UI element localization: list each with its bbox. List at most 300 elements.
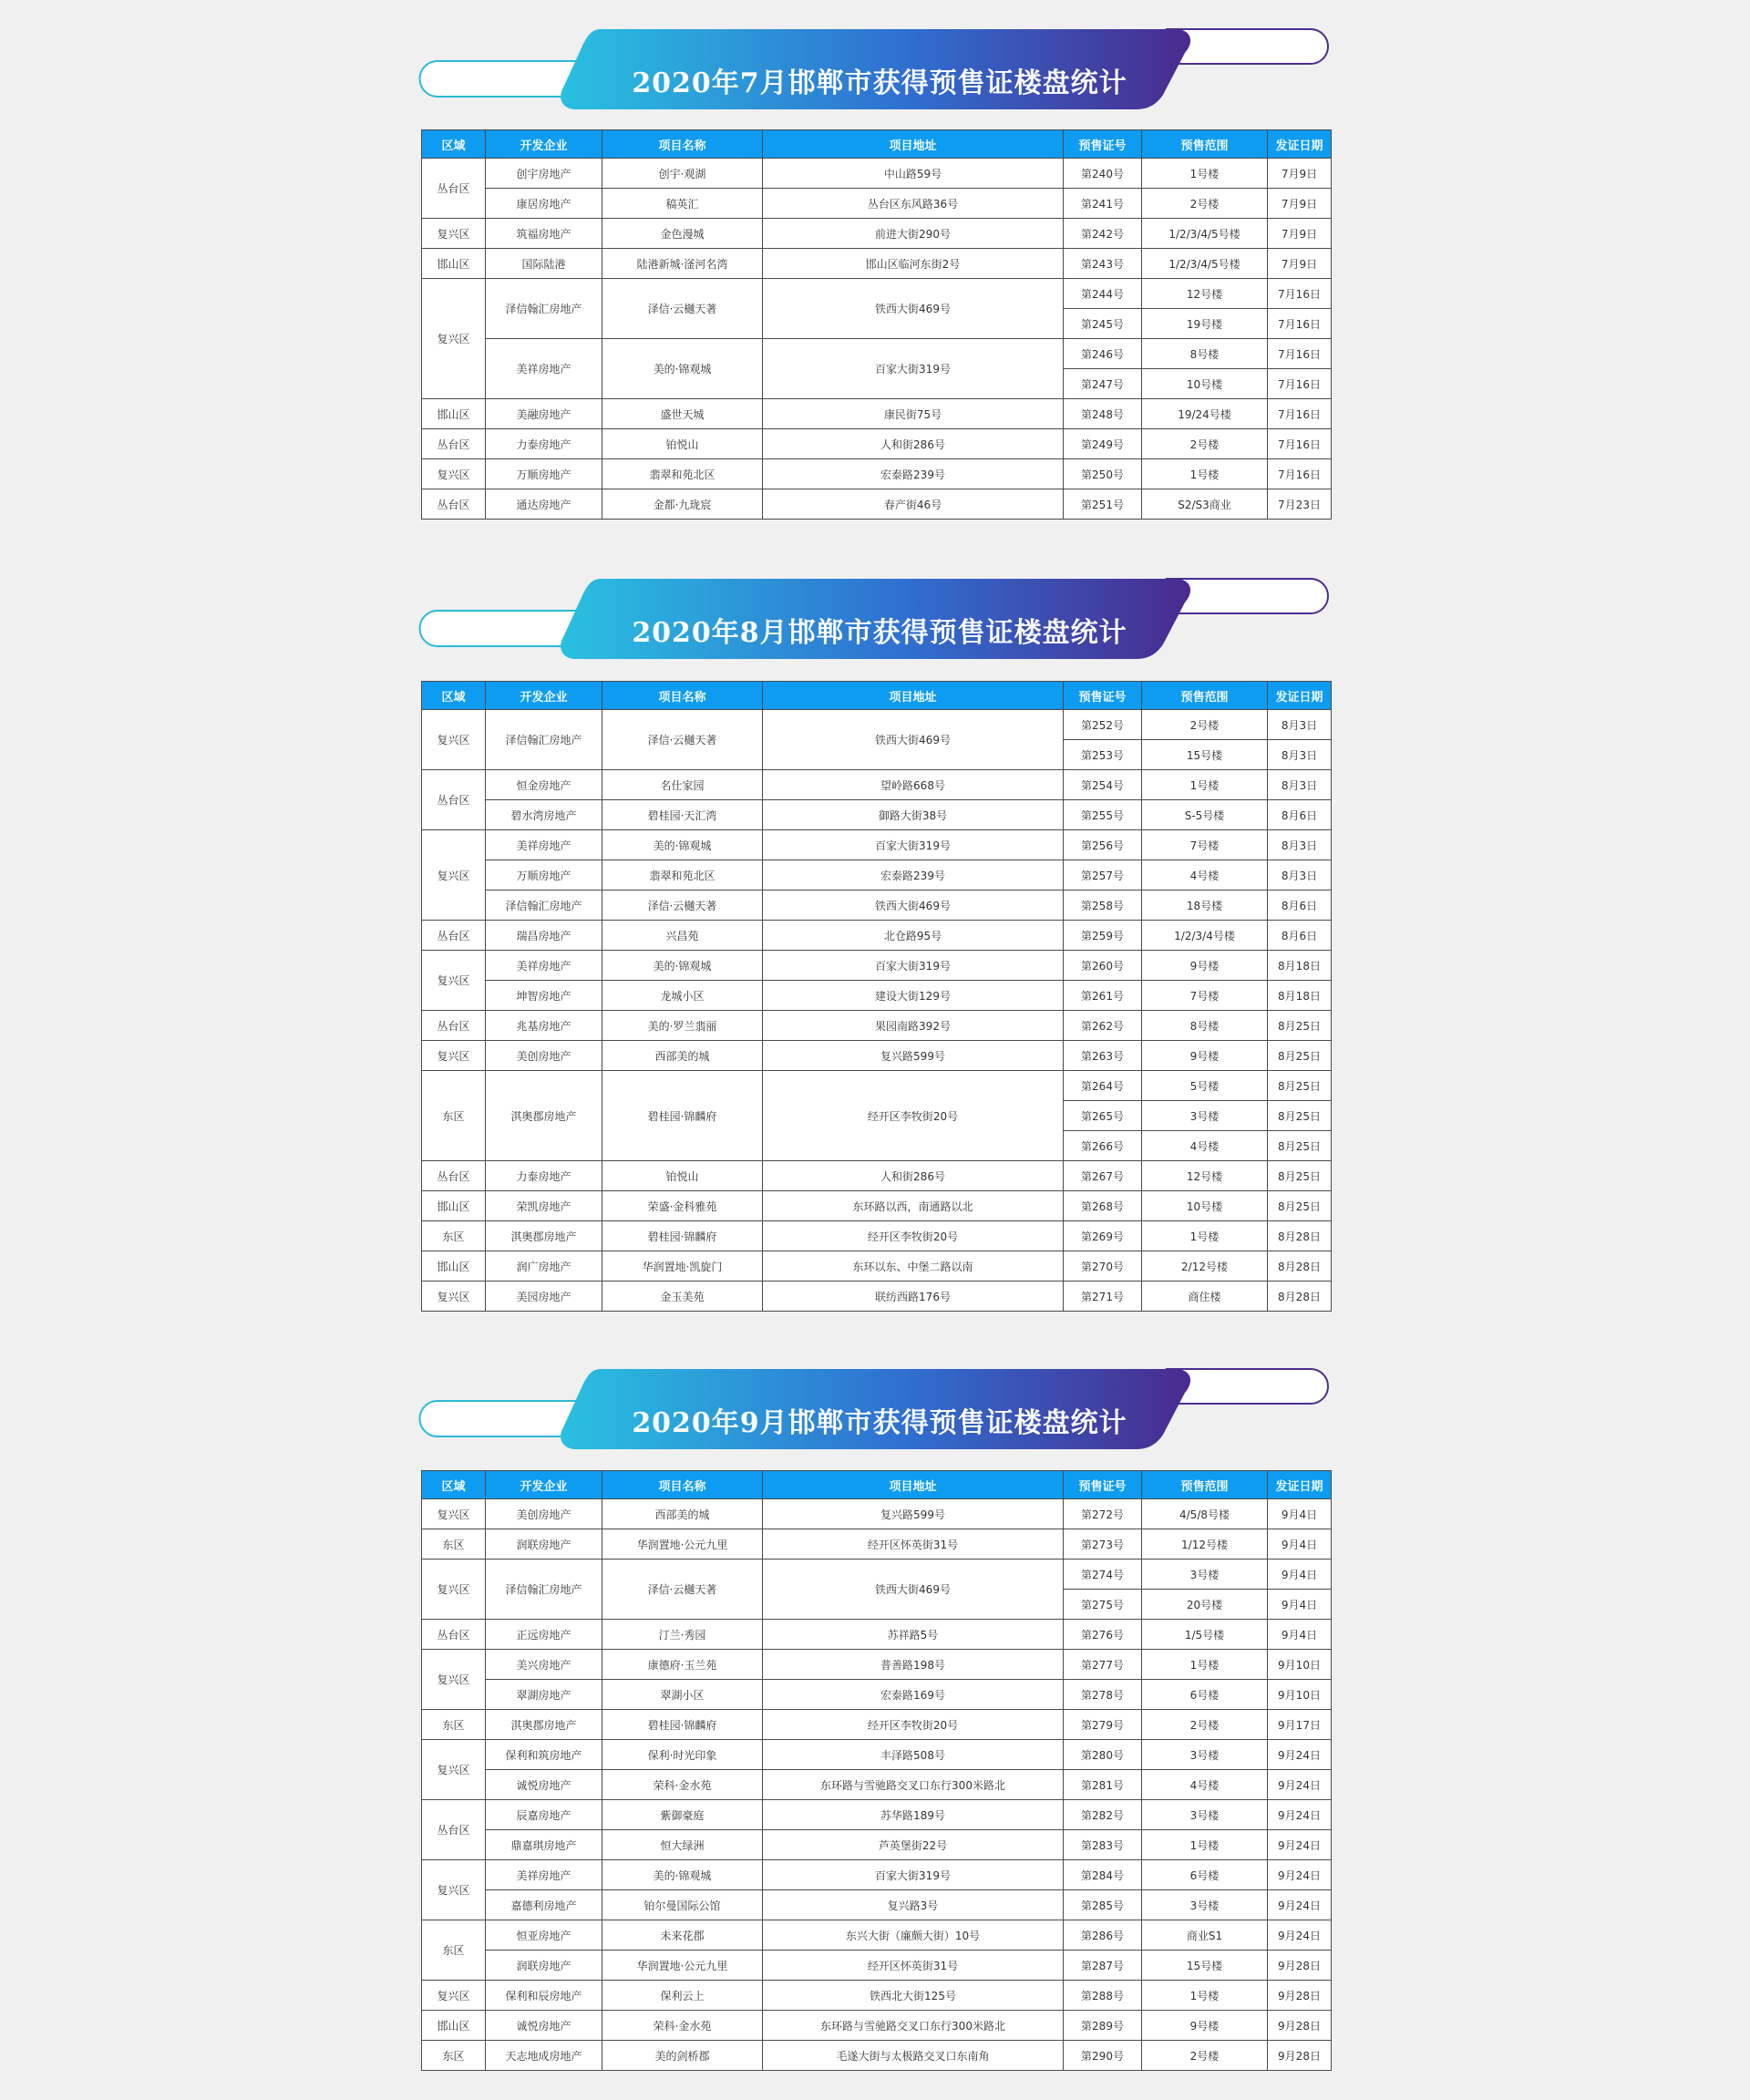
developer-cell: 美祥房地产 — [486, 339, 602, 399]
table-row — [422, 830, 1332, 860]
developer-cell: 诚悦房地产 — [486, 1770, 602, 1800]
address-cell: 铁西北大街125号 — [763, 1981, 1064, 2011]
project-name-cell: 荣科·金水苑 — [602, 1770, 763, 1800]
project-name-cell: 荣盛·金科雅苑 — [602, 1191, 763, 1221]
column-header: 预售范围 — [1142, 130, 1268, 159]
table-row — [422, 890, 1332, 921]
issue-date-cell: 9月28日 — [1268, 2041, 1332, 2071]
permit-no-cell: 第282号 — [1064, 1800, 1142, 1830]
table-row — [422, 1011, 1332, 1041]
table-row — [422, 1071, 1332, 1101]
column-header: 预售证号 — [1064, 682, 1142, 710]
permit-no-cell: 第288号 — [1064, 1981, 1142, 2011]
permit-no-cell: 第246号 — [1064, 339, 1142, 369]
presale-scope-cell: 19号楼 — [1142, 309, 1268, 339]
developer-cell: 国际陆港 — [486, 249, 602, 279]
column-header: 项目名称 — [602, 130, 763, 159]
address-cell: 普善路198号 — [763, 1650, 1064, 1680]
developer-cell: 辰嘉房地产 — [486, 1800, 602, 1830]
address-cell: 北仓路95号 — [763, 921, 1064, 951]
address-cell: 建设大街129号 — [763, 981, 1064, 1011]
developer-cell: 美祥房地产 — [486, 1860, 602, 1890]
table-row — [422, 219, 1332, 249]
banner-shape — [1167, 579, 1328, 613]
address-cell: 东环路与雪驰路交叉口东行300米路北 — [763, 2011, 1064, 2041]
column-header: 预售证号 — [1064, 1471, 1142, 1499]
table-row — [422, 1860, 1332, 1890]
section-banner — [0, 568, 1750, 686]
permit-no-cell: 第266号 — [1064, 1131, 1142, 1161]
presale-scope-cell: 9号楼 — [1142, 2011, 1268, 2041]
address-cell: 铁西大街469号 — [763, 890, 1064, 921]
presale-scope-cell: 3号楼 — [1142, 1800, 1268, 1830]
column-header: 开发企业 — [486, 130, 602, 159]
issue-date-cell: 8月3日 — [1268, 740, 1332, 770]
issue-date-cell: 9月4日 — [1268, 1620, 1332, 1650]
address-cell: 人和街286号 — [763, 1161, 1064, 1191]
permit-no-cell: 第263号 — [1064, 1041, 1142, 1071]
project-name-cell: 翡翠和苑北区 — [602, 860, 763, 890]
column-header: 项目名称 — [602, 1471, 763, 1499]
district-cell: 东区 — [422, 1071, 486, 1161]
project-name-cell: 美的·锦观城 — [602, 951, 763, 981]
address-cell: 望岭路668号 — [763, 770, 1064, 800]
issue-date-cell: 8月3日 — [1268, 830, 1332, 860]
project-name-cell: 华润置地·公元九里 — [602, 1951, 763, 1981]
developer-cell: 力泰房地产 — [486, 1161, 602, 1191]
district-cell: 复兴区 — [422, 1860, 486, 1920]
district-cell: 丛台区 — [422, 1620, 486, 1650]
issue-date-cell: 9月28日 — [1268, 1951, 1332, 1981]
permit-no-cell: 第262号 — [1064, 1011, 1142, 1041]
developer-cell: 保利和筑房地产 — [486, 1740, 602, 1770]
permit-no-cell: 第287号 — [1064, 1951, 1142, 1981]
permit-no-cell: 第240号 — [1064, 159, 1142, 189]
permit-no-cell: 第264号 — [1064, 1071, 1142, 1101]
presale-scope-cell: 10号楼 — [1142, 1191, 1268, 1221]
address-cell: 百家大街319号 — [763, 830, 1064, 860]
developer-cell: 嘉德利房地产 — [486, 1890, 602, 1920]
permit-no-cell: 第253号 — [1064, 740, 1142, 770]
issue-date-cell: 7月16日 — [1268, 429, 1332, 459]
project-name-cell: 名仕家园 — [602, 770, 763, 800]
presale-scope-cell: 15号楼 — [1142, 740, 1268, 770]
address-cell: 前进大街290号 — [763, 219, 1064, 249]
project-name-cell: 翡翠和苑北区 — [602, 459, 763, 489]
banner-shape — [1167, 29, 1328, 64]
section-banner — [0, 1358, 1750, 1477]
address-cell: 百家大街319号 — [763, 339, 1064, 399]
project-name-cell: 泽信·云樾天著 — [602, 890, 763, 921]
district-cell: 丛台区 — [422, 489, 486, 520]
permit-no-cell: 第257号 — [1064, 860, 1142, 890]
presale-scope-cell: 2号楼 — [1142, 2041, 1268, 2071]
project-name-cell: 美的·罗兰翡丽 — [602, 1011, 763, 1041]
issue-date-cell: 8月28日 — [1268, 1221, 1332, 1251]
district-cell: 东区 — [422, 1920, 486, 1981]
table-row — [422, 429, 1332, 459]
section-september — [0, 1358, 1750, 2063]
address-cell: 邯山区临河东街2号 — [763, 249, 1064, 279]
address-cell: 毛遂大街与太极路交叉口东南角 — [763, 2041, 1064, 2071]
permit-no-cell: 第244号 — [1064, 279, 1142, 309]
issue-date-cell: 8月6日 — [1268, 890, 1332, 921]
issue-date-cell: 9月4日 — [1268, 1529, 1332, 1560]
presale-scope-cell: 3号楼 — [1142, 1101, 1268, 1131]
address-cell: 人和街286号 — [763, 429, 1064, 459]
table-row — [422, 1650, 1332, 1680]
address-cell: 百家大街319号 — [763, 1860, 1064, 1890]
permit-no-cell: 第242号 — [1064, 219, 1142, 249]
issue-date-cell: 9月10日 — [1268, 1680, 1332, 1710]
project-name-cell: 华润置地·凯旋门 — [602, 1251, 763, 1282]
column-header: 开发企业 — [486, 682, 602, 710]
presale-scope-cell: 7号楼 — [1142, 830, 1268, 860]
presale-scope-cell: 1号楼 — [1142, 770, 1268, 800]
presale-scope-cell: 12号楼 — [1142, 279, 1268, 309]
project-name-cell: 泽信·云樾天著 — [602, 279, 763, 339]
presale-scope-cell: 1/5号楼 — [1142, 1620, 1268, 1650]
table-row — [422, 1560, 1332, 1590]
developer-cell: 淇奥郡房地产 — [486, 1221, 602, 1251]
issue-date-cell: 8月6日 — [1268, 800, 1332, 830]
permit-no-cell: 第271号 — [1064, 1282, 1142, 1312]
table-row — [422, 1161, 1332, 1191]
table-row — [422, 860, 1332, 890]
project-name-cell: 美的·锦观城 — [602, 339, 763, 399]
column-header: 预售范围 — [1142, 682, 1268, 710]
developer-cell: 泽信翰汇房地产 — [486, 1560, 602, 1620]
table-row — [422, 1041, 1332, 1071]
permit-no-cell: 第243号 — [1064, 249, 1142, 279]
permit-no-cell: 第276号 — [1064, 1620, 1142, 1650]
presale-scope-cell: 9号楼 — [1142, 951, 1268, 981]
table-row — [422, 1282, 1332, 1312]
developer-cell: 翠湖房地产 — [486, 1680, 602, 1710]
issue-date-cell: 9月4日 — [1268, 1499, 1332, 1529]
column-header: 开发企业 — [486, 1471, 602, 1499]
address-cell: 复兴路599号 — [763, 1041, 1064, 1071]
district-cell: 复兴区 — [422, 830, 486, 921]
address-cell: 果园南路392号 — [763, 1011, 1064, 1041]
project-name-cell: 铂悦山 — [602, 1161, 763, 1191]
project-name-cell: 稿英汇 — [602, 189, 763, 219]
presale-scope-cell: S2/S3商业 — [1142, 489, 1268, 520]
project-name-cell: 兴昌苑 — [602, 921, 763, 951]
developer-cell: 恒金房地产 — [486, 770, 602, 800]
district-cell: 丛台区 — [422, 159, 486, 219]
address-cell: 百家大街319号 — [763, 951, 1064, 981]
column-header: 项目地址 — [763, 682, 1064, 710]
address-cell: 铁西大街469号 — [763, 710, 1064, 770]
table-row — [422, 1981, 1332, 2011]
table-row — [422, 1890, 1332, 1920]
issue-date-cell: 8月25日 — [1268, 1071, 1332, 1101]
issue-date-cell: 7月16日 — [1268, 309, 1332, 339]
table-row — [422, 459, 1332, 489]
developer-cell: 泽信翰汇房地产 — [486, 279, 602, 339]
developer-cell: 康居房地产 — [486, 189, 602, 219]
issue-date-cell: 7月16日 — [1268, 399, 1332, 429]
permit-no-cell: 第272号 — [1064, 1499, 1142, 1529]
presale-scope-cell: 19/24号楼 — [1142, 399, 1268, 429]
project-name-cell: 铂悦山 — [602, 429, 763, 459]
address-cell: 康民街75号 — [763, 399, 1064, 429]
issue-date-cell: 9月24日 — [1268, 1830, 1332, 1860]
project-name-cell: 创宇·观湖 — [602, 159, 763, 189]
district-cell: 邯山区 — [422, 1191, 486, 1221]
district-cell: 复兴区 — [422, 459, 486, 489]
district-cell: 邯山区 — [422, 2011, 486, 2041]
issue-date-cell: 7月16日 — [1268, 279, 1332, 309]
section-title: 2020年7月邯郸市获得预售证楼盘统计 — [632, 67, 1127, 99]
column-header: 发证日期 — [1268, 1471, 1332, 1499]
issue-date-cell: 8月28日 — [1268, 1282, 1332, 1312]
project-name-cell: 碧桂园·天汇湾 — [602, 800, 763, 830]
permit-no-cell: 第248号 — [1064, 399, 1142, 429]
column-header: 发证日期 — [1268, 682, 1332, 710]
table-row — [422, 710, 1332, 740]
issue-date-cell: 9月4日 — [1268, 1560, 1332, 1590]
issue-date-cell: 8月3日 — [1268, 770, 1332, 800]
project-name-cell: 翠湖小区 — [602, 1680, 763, 1710]
permit-no-cell: 第258号 — [1064, 890, 1142, 921]
permit-no-cell: 第284号 — [1064, 1860, 1142, 1890]
address-cell: 经开区李牧街20号 — [763, 1710, 1064, 1740]
issue-date-cell: 8月18日 — [1268, 951, 1332, 981]
district-cell: 丛台区 — [422, 1161, 486, 1191]
table-row — [422, 1800, 1332, 1830]
table-row — [422, 489, 1332, 520]
address-cell: 宏泰路169号 — [763, 1680, 1064, 1710]
district-cell: 复兴区 — [422, 1650, 486, 1710]
district-cell: 复兴区 — [422, 1282, 486, 1312]
table-row — [422, 1710, 1332, 1740]
table-row — [422, 339, 1332, 369]
presale-scope-cell: 15号楼 — [1142, 1951, 1268, 1981]
district-cell: 复兴区 — [422, 951, 486, 1011]
developer-cell: 美祥房地产 — [486, 951, 602, 981]
table-row — [422, 921, 1332, 951]
address-cell: 东兴大街（廉颇大街）10号 — [763, 1920, 1064, 1951]
issue-date-cell: 8月28日 — [1268, 1251, 1332, 1282]
developer-cell: 瑞昌房地产 — [486, 921, 602, 951]
permit-no-cell: 第279号 — [1064, 1710, 1142, 1740]
table-row — [422, 1740, 1332, 1770]
address-cell: 芦英堡街22号 — [763, 1830, 1064, 1860]
presale-scope-cell: 5号楼 — [1142, 1071, 1268, 1101]
developer-cell: 美园房地产 — [486, 1282, 602, 1312]
permit-no-cell: 第286号 — [1064, 1920, 1142, 1951]
issue-date-cell: 8月6日 — [1268, 921, 1332, 951]
permit-no-cell: 第256号 — [1064, 830, 1142, 860]
permit-no-cell: 第270号 — [1064, 1251, 1142, 1282]
district-cell: 复兴区 — [422, 710, 486, 770]
column-header: 区域 — [422, 130, 486, 159]
table-row — [422, 1529, 1332, 1560]
district-cell: 丛台区 — [422, 921, 486, 951]
district-cell: 复兴区 — [422, 1499, 486, 1529]
issue-date-cell: 9月24日 — [1268, 1860, 1332, 1890]
table-row — [422, 1221, 1332, 1251]
district-cell: 丛台区 — [422, 770, 486, 830]
district-cell: 复兴区 — [422, 1560, 486, 1620]
permit-no-cell: 第285号 — [1064, 1890, 1142, 1920]
permit-no-cell: 第251号 — [1064, 489, 1142, 520]
permit-no-cell: 第275号 — [1064, 1590, 1142, 1620]
project-name-cell: 金玉美苑 — [602, 1282, 763, 1312]
issue-date-cell: 7月9日 — [1268, 249, 1332, 279]
column-header: 发证日期 — [1268, 130, 1332, 159]
address-cell: 复兴路599号 — [763, 1499, 1064, 1529]
project-name-cell: 华润置地·公元九里 — [602, 1529, 763, 1560]
developer-cell: 泽信翰汇房地产 — [486, 890, 602, 921]
address-cell: 宏泰路239号 — [763, 459, 1064, 489]
address-cell: 东环路以西，南通路以北 — [763, 1191, 1064, 1221]
permit-no-cell: 第268号 — [1064, 1191, 1142, 1221]
column-header: 区域 — [422, 1471, 486, 1499]
project-name-cell: 美的·锦观城 — [602, 1860, 763, 1890]
district-cell: 东区 — [422, 1529, 486, 1560]
developer-cell: 万顺房地产 — [486, 860, 602, 890]
permit-no-cell: 第261号 — [1064, 981, 1142, 1011]
presale-scope-cell: 1/2/3/4/5号楼 — [1142, 249, 1268, 279]
project-name-cell: 汀兰·秀园 — [602, 1620, 763, 1650]
developer-cell: 润联房地产 — [486, 1951, 602, 1981]
permit-no-cell: 第254号 — [1064, 770, 1142, 800]
developer-cell: 鼎嘉琪房地产 — [486, 1830, 602, 1860]
district-cell: 邯山区 — [422, 249, 486, 279]
address-cell: 联纺西路176号 — [763, 1282, 1064, 1312]
project-name-cell: 龙城小区 — [602, 981, 763, 1011]
issue-date-cell: 8月25日 — [1268, 1041, 1332, 1071]
column-header: 项目地址 — [763, 130, 1064, 159]
developer-cell: 力泰房地产 — [486, 429, 602, 459]
table-row — [422, 951, 1332, 981]
issue-date-cell: 8月18日 — [1268, 981, 1332, 1011]
permit-no-cell: 第252号 — [1064, 710, 1142, 740]
presale-scope-cell: 2号楼 — [1142, 429, 1268, 459]
developer-cell: 美融房地产 — [486, 399, 602, 429]
presale-scope-cell: 4号楼 — [1142, 1770, 1268, 1800]
project-name-cell: 碧桂园·锦麟府 — [602, 1710, 763, 1740]
developer-cell: 通达房地产 — [486, 489, 602, 520]
table-row — [422, 1951, 1332, 1981]
table-header-row — [422, 1471, 1332, 1499]
table-header-row — [422, 682, 1332, 710]
address-cell: 经开区李牧街20号 — [763, 1071, 1064, 1161]
presale-scope-cell: 7号楼 — [1142, 981, 1268, 1011]
presale-scope-cell: 3号楼 — [1142, 1890, 1268, 1920]
project-name-cell: 铂尔曼国际公馆 — [602, 1890, 763, 1920]
address-cell: 铁西大街469号 — [763, 279, 1064, 339]
project-name-cell: 荣科·金水苑 — [602, 2011, 763, 2041]
district-cell: 复兴区 — [422, 279, 486, 399]
project-name-cell: 保利·时光印象 — [602, 1740, 763, 1770]
issue-date-cell: 7月9日 — [1268, 189, 1332, 219]
permit-no-cell: 第250号 — [1064, 459, 1142, 489]
issue-date-cell: 7月16日 — [1268, 459, 1332, 489]
permit-no-cell: 第277号 — [1064, 1650, 1142, 1680]
project-name-cell: 金都·九珑宸 — [602, 489, 763, 520]
table-row — [422, 1499, 1332, 1529]
table-row — [422, 2041, 1332, 2071]
address-cell: 丛台区东风路36号 — [763, 189, 1064, 219]
developer-cell: 坤智房地产 — [486, 981, 602, 1011]
table-row — [422, 1830, 1332, 1860]
issue-date-cell: 8月25日 — [1268, 1131, 1332, 1161]
banner-shape — [1167, 1369, 1328, 1404]
presale-scope-cell: 12号楼 — [1142, 1161, 1268, 1191]
address-cell: 丰泽路508号 — [763, 1740, 1064, 1770]
district-cell: 丛台区 — [422, 429, 486, 459]
address-cell: 铁西大街469号 — [763, 1560, 1064, 1620]
developer-cell: 兆基房地产 — [486, 1011, 602, 1041]
developer-cell: 美创房地产 — [486, 1041, 602, 1071]
table-row — [422, 800, 1332, 830]
table-row — [422, 1680, 1332, 1710]
presale-scope-cell: 商业S1 — [1142, 1920, 1268, 1951]
developer-cell: 泽信翰汇房地产 — [486, 710, 602, 770]
project-name-cell: 西部美的城 — [602, 1041, 763, 1071]
presale-scope-cell: 6号楼 — [1142, 1860, 1268, 1890]
issue-date-cell: 8月25日 — [1268, 1191, 1332, 1221]
developer-cell: 万顺房地产 — [486, 459, 602, 489]
permit-no-cell: 第260号 — [1064, 951, 1142, 981]
project-name-cell: 紫御豪庭 — [602, 1800, 763, 1830]
address-cell: 东环以东、中堡二路以南 — [763, 1251, 1064, 1282]
table-row — [422, 279, 1332, 309]
district-cell: 复兴区 — [422, 1981, 486, 2011]
permit-no-cell: 第267号 — [1064, 1161, 1142, 1191]
permit-no-cell: 第245号 — [1064, 309, 1142, 339]
table-row — [422, 2011, 1332, 2041]
presale-scope-cell: 18号楼 — [1142, 890, 1268, 921]
address-cell: 东环路与雪驰路交叉口东行300米路北 — [763, 1770, 1064, 1800]
table-row — [422, 1620, 1332, 1650]
presale-scope-cell: 2号楼 — [1142, 710, 1268, 740]
issue-date-cell: 9月24日 — [1268, 1920, 1332, 1951]
district-cell: 东区 — [422, 1221, 486, 1251]
permit-no-cell: 第281号 — [1064, 1770, 1142, 1800]
presale-table — [421, 129, 1332, 520]
presale-scope-cell: 9号楼 — [1142, 1041, 1268, 1071]
presale-scope-cell: 1号楼 — [1142, 459, 1268, 489]
presale-scope-cell: 8号楼 — [1142, 1011, 1268, 1041]
issue-date-cell: 8月3日 — [1268, 710, 1332, 740]
developer-cell: 碧水湾房地产 — [486, 800, 602, 830]
district-cell: 东区 — [422, 2041, 486, 2071]
district-cell: 丛台区 — [422, 1011, 486, 1041]
presale-scope-cell: 2号楼 — [1142, 1710, 1268, 1740]
project-name-cell: 保利云上 — [602, 1981, 763, 2011]
address-cell: 御路大街38号 — [763, 800, 1064, 830]
permit-no-cell: 第283号 — [1064, 1830, 1142, 1860]
issue-date-cell: 7月16日 — [1268, 339, 1332, 369]
issue-date-cell: 9月24日 — [1268, 1800, 1332, 1830]
address-cell: 经开区怀英街31号 — [763, 1951, 1064, 1981]
section-banner — [0, 18, 1750, 137]
issue-date-cell: 8月25日 — [1268, 1101, 1332, 1131]
project-name-cell: 碧桂园·锦麟府 — [602, 1221, 763, 1251]
presale-scope-cell: 4/5/8号楼 — [1142, 1499, 1268, 1529]
project-name-cell: 金色漫城 — [602, 219, 763, 249]
presale-table — [421, 681, 1332, 1312]
district-cell: 邯山区 — [422, 399, 486, 429]
issue-date-cell: 7月23日 — [1268, 489, 1332, 520]
issue-date-cell: 9月24日 — [1268, 1740, 1332, 1770]
developer-cell: 创宇房地产 — [486, 159, 602, 189]
